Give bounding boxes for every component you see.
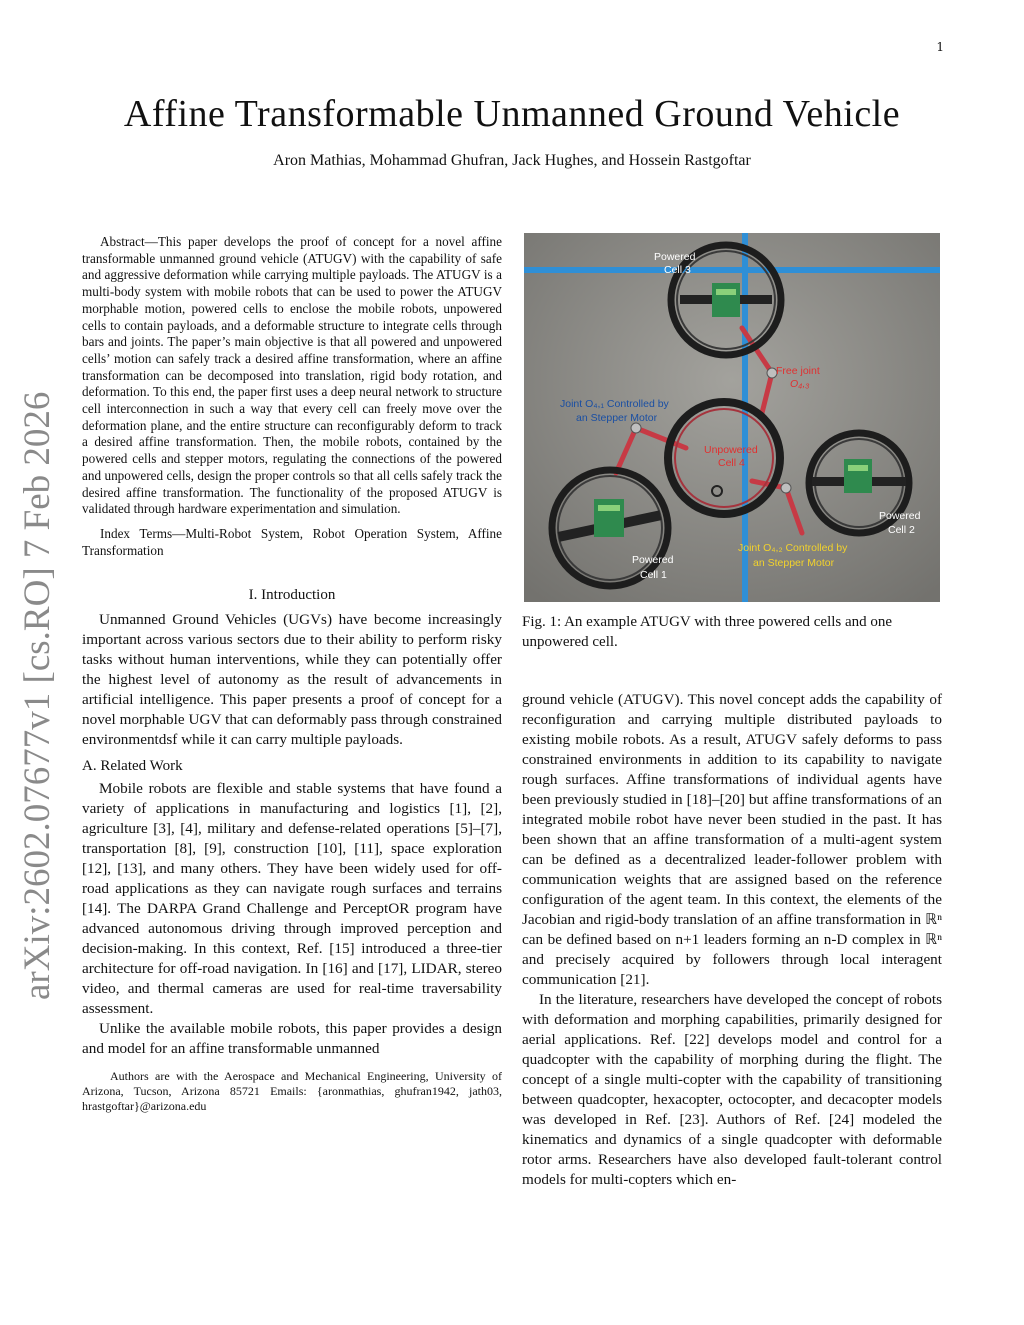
index-terms: Index Terms—Multi-Robot System, Robot Operation System, Affine Transformation <box>82 525 502 558</box>
right-paragraph-1: ground vehicle (ATUGV). This novel concept adds the capability of reconfiguration and carrying multiple distributed payloads to existing mobile robots. As a result, ATUGV safely deforms to pass constrained environments in addition to its capability to navigate rough surfaces. Affine transformations of individual agents have been previously studied in [18]–[20] but affine transformations of an integrated mobile robot have never been studied in the past. It has been shown that an affine transformation of a multi-agent system can be defined as a decentralized leader-follower problem with communication weights that are assigned based on the reference configuration of the agent team. In this context, the elements of the Jacobian and rigid-body translation of an affine transformation in ℝⁿ can be defined based on n+1 leaders forming an n-D complex in ℝⁿ and precisely acquired by followers through local interagent communication [21]. <box>522 691 942 988</box>
label-powered-cell-1-line1: Powered <box>632 554 674 566</box>
label-joint-41-line1: Joint O₄,₁ Controlled by <box>560 398 669 410</box>
label-joint-42-line1: Joint O₄,₂ Controlled by <box>738 542 848 554</box>
label-powered-cell-2-line2: Cell 2 <box>888 524 915 536</box>
label-powered-cell-1-line2: Cell 1 <box>640 569 667 581</box>
author-footnote: Authors are with the Aerospace and Mechanical Engineering, University of Arizona, Tucson, Arizona 85721 Emails: {aronmathias, ghufran1942, jath03, hrastgoftar}@arizona.edu <box>82 1069 502 1114</box>
section-heading-introduction: I. Introduction <box>248 587 336 604</box>
label-unpowered-cell-4-line2: Cell 4 <box>718 457 745 469</box>
related-work-paragraph-1: Mobile robots are flexible and stable systems that have found a variety of applications in manufacturing and logistics [1], [2], agriculture [3], [4], military and defense-related operations [5]–[7], transportation [8], [9], construction [10], [11], space exploration [12], [13], and many others. They have been widely used for off-road applications as they can navigate rough surfaces and terrains [14]. The DARPA Grand Challenge and PerceptOR program have advanced autonomous driving through improved perception and decision-making. In this context, Ref. [15] introduced a three-tier architecture for off-road navigation. In [16] and [17], LIDAR, stereo video, and thermal cameras are used for real-time traversability assessment. <box>82 780 502 1018</box>
left-column <box>82 234 502 1114</box>
subsection-heading-related-work: A. Related Work <box>82 758 183 775</box>
atugv-photo-illustration <box>524 233 940 602</box>
abstract: Abstract—This paper develops the proof of concept for a novel affine transformable unmanned ground vehicle (ATUGV) with the capability of safe and aggressive deformation while carrying multiple payloads. The ATUGV is a multi-body system with mobile robots that can be used to power the ATUGV morphable motion, powered cells to enclose the mobile robots, unpowered cells to contain payloads, and a deformable structure to integrate cells through bars and joints. The paper’s main objective is that all powered and unpowered cells’ motion can safely track a desired affine transformation, where an affine transformation can be decomposed into translation, rigid body rotation, and deformation. To this end, the paper first uses a deep neural network to structure cell interconnection in such a way that every cell can freely move over the deformation plane, and the entire structure can reconfigurably deform to track a desired affine transformation. Then, the mobile robots, contained by the powered cells and stepper motors, regulating the connections of the powered and unpowered cells, design the proper controls so that all cells safely track the desired affine transformation. The functionality of the proposed ATUGV is validated through hardware experimentation and simulation. <box>82 234 502 517</box>
joint-o42 <box>781 483 791 493</box>
label-free-joint-line1: Free joint <box>776 365 820 377</box>
page-number: 1 <box>936 40 944 54</box>
robot-board-2 <box>844 459 872 493</box>
intro-paragraph: Unmanned Ground Vehicles (UGVs) have become increasingly important across various sectors due to their ability to perform risky tasks without human interventions, while they can potentially offer the highest level of autonomy as the result of advancements in artificial intelligence. This paper presents a proof of concept for a novel morphable UGV that can deformably pass through constrained environmentdsf while it can carry multiple payloads. <box>82 611 502 749</box>
label-joint-42-line2: an Stepper Motor <box>753 557 835 569</box>
paper-title: Affine Transformable Unmanned Ground Vehicle <box>123 93 901 135</box>
joint-o41 <box>631 423 641 433</box>
right-column <box>522 233 942 1190</box>
right-body <box>522 690 942 1190</box>
figure-caption: Fig. 1: An example ATUGV with three powered cells and one unpowered cell. <box>522 614 893 650</box>
label-joint-41-line2: an Stepper Motor <box>576 412 658 424</box>
label-unpowered-cell-4-line1: Unpowered <box>704 444 758 456</box>
arxiv-stamp: arXiv:2602.07677v1 [cs.RO] 7 Feb 2026 <box>17 391 58 1000</box>
robot-board-3 <box>712 283 740 317</box>
tape-line-horizontal <box>524 267 940 273</box>
label-powered-cell-3-line1: Powered <box>654 251 696 263</box>
robot-board-1 <box>594 499 624 537</box>
paper-authors: Aron Mathias, Mohammad Ghufran, Jack Hughes, and Hossein Rastgoftar <box>273 152 751 169</box>
label-powered-cell-2-line1: Powered <box>879 510 921 522</box>
related-work-paragraph-2: Unlike the available mobile robots, this paper provides a design and model for an affine transformable unmanned <box>82 1020 502 1058</box>
figure-atugv-photo <box>524 233 940 602</box>
label-powered-cell-3-line2: Cell 3 <box>664 264 691 276</box>
right-paragraph-2: In the literature, researchers have developed the concept of robots with deformation and morphing capabilities, primarily designed for aerial applications. Ref. [22] develops model and control for a quadcopter with the capability of morphing during the flight. The concept of a single multi-copter with the capability of transitioning between quadcopter, hexacopter, octocopter, and decacopter models was developed in Ref. [23]. Authors of Ref. [24] modeled the kinematics and dynamics of a single quadcopter with deformable rotor arms. Researchers have also developed fault-tolerant control models for multi-copters which en- <box>522 991 942 1188</box>
label-free-joint-line2: O₄,₃ <box>790 378 810 390</box>
